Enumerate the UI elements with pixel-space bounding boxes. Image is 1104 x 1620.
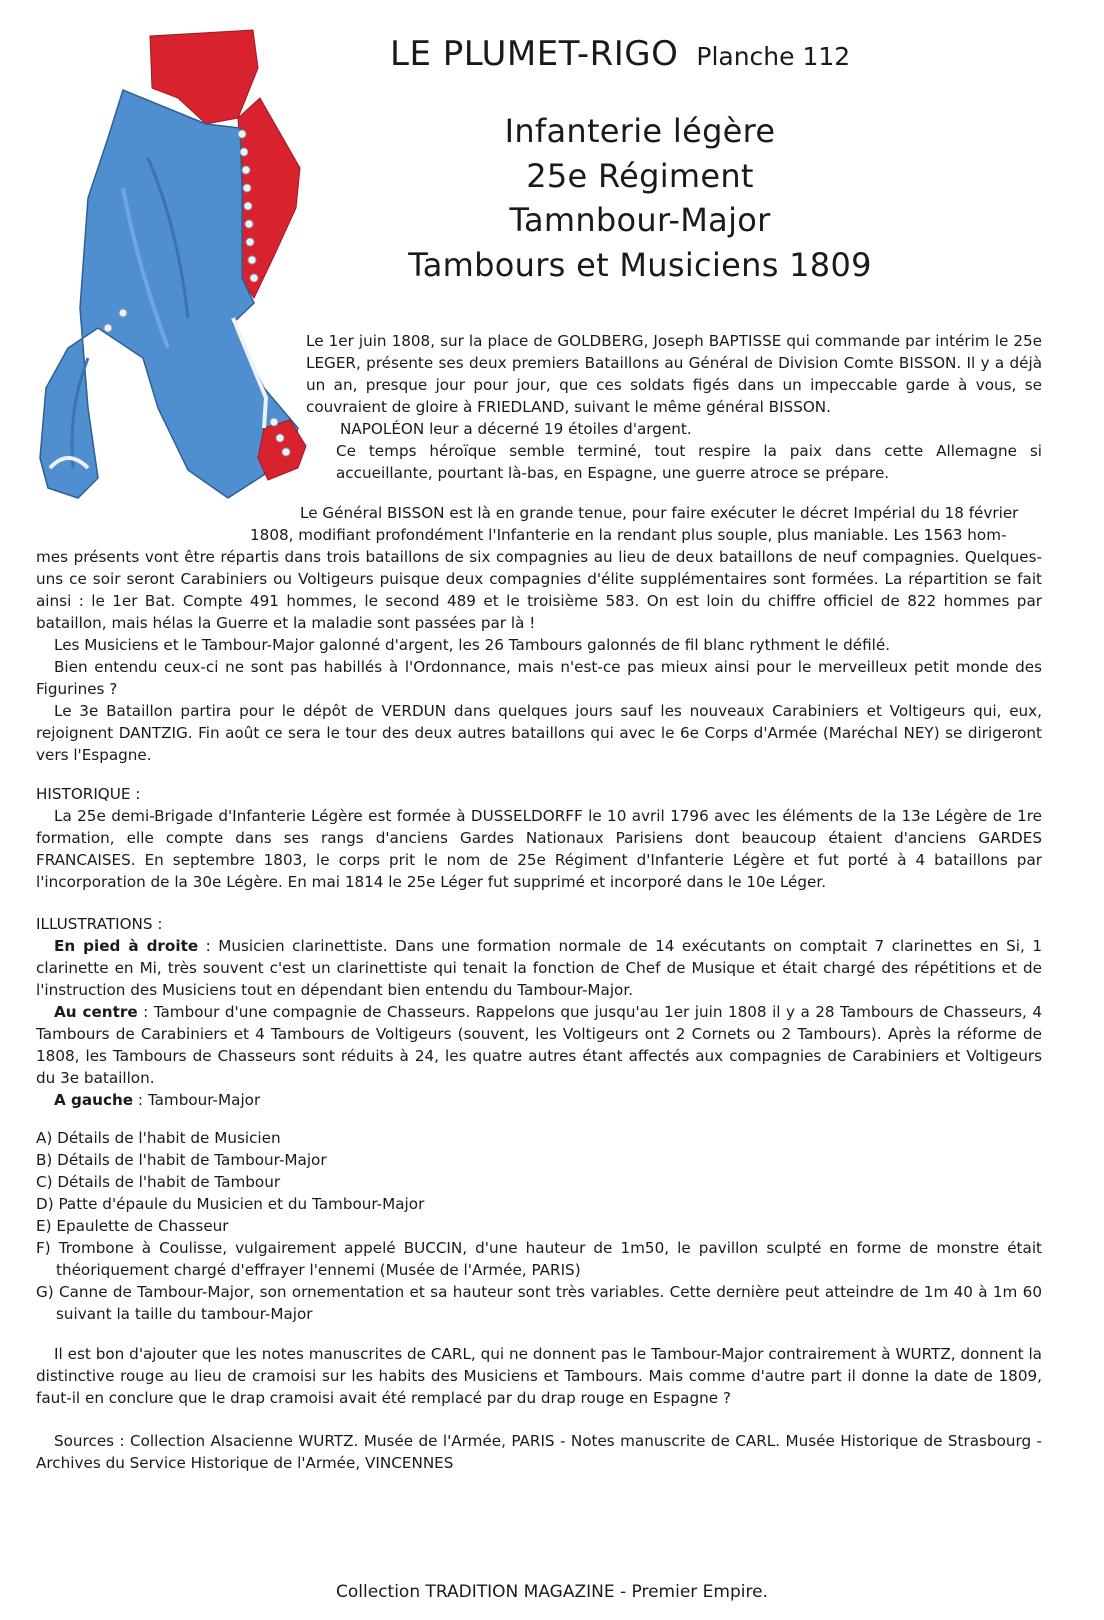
header-planche: Planche 112 <box>696 42 851 71</box>
title-line-3: Tamnbour-Major <box>509 201 771 239</box>
detail-item-b: B) Détails de l'habit de Tambour-Major <box>36 1151 327 1169</box>
illustration-right <box>36 935 1042 1001</box>
note-paragraph: Il est bon d'ajouter que les notes manuscrites de CARL, qui ne donnent pas le Tambour-Major contrairement à WURTZ, donnent la distinctive rouge au lieu de cramoisi sur les habits des Musiciens et Tambours. Mais comme d'autre part il donne la date de 1809, faut-il en conclure que le drap cramoisi avait été remplacé par du drap rouge en Espagne ? <box>36 1345 1042 1407</box>
body-paragraph-1-rest: mes présents vont être répartis dans trois bataillons de six compagnies au lieu de deux bataillons de neuf compagnies. Quelques-uns ce soir seront Carabiniers ou Voltigeurs puisque deux compagnies d'élite supplémentaires sont formées. La répartition se fait ainsi : le 1er Bat. Compte 491 hommes, le second 489 et le troisième 583. On est loin du chiffre officiel de 822 hommes par bataillon, mais hélas la Guerre et la maladie sont passées par là ! <box>36 548 1042 632</box>
sources-section <box>36 1430 1042 1474</box>
historique-heading: HISTORIQUE : <box>36 785 141 803</box>
illustration-right-text: : Musicien clarinettiste. Dans une formation normale de 14 exécutants on comptait 7 clarinettes en Si, 1 clarinette en Mi, très souvent c'est un clarinettiste qui tenait la fonction de Chef de Musique et était chargé des répétitions et de l'instruction des Musiciens tout en dépendant bien entendu du Tambour-Major. <box>36 937 1042 999</box>
body-paragraph-2: Les Musiciens et le Tambour-Major galonné d'argent, les 26 Tambours galonnés de fil blanc rythment le défilé. <box>54 636 891 654</box>
detail-item-a: A) Détails de l'habit de Musicien <box>36 1129 281 1147</box>
title-line-2: 25e Régiment <box>526 157 754 195</box>
body-paragraph-4: Le 3e Bataillon partira pour le dépôt de VERDUN dans quelques jours sauf les nouveaux Carabiniers et Voltigeurs qui, eux, rejoignent DANTZIG. Fin août ce sera le tour des deux autres bataillons qui avec le 6e Corps d'Armée (Maréchal NEY) se dirigeront vers l'Espagne. <box>36 702 1042 764</box>
body-line-1: Le Général BISSON est là en grande tenue, pour faire exécuter le décret Impérial du 18 février <box>300 504 1019 522</box>
footer: Collection TRADITION MAGAZINE - Premier Empire. <box>336 1582 768 1602</box>
detail-item-e: E) Epaulette de Chasseur <box>36 1217 229 1235</box>
body-section <box>36 546 1042 766</box>
intro-paragraph-1: Le 1er juin 1808, sur la place de GOLDBERG, Joseph BAPTISSE qui commande par intérim le 25e LEGER, présente ses deux premiers Bataillons au Général de Division Comte BISSON. Il y a déjà un an, presque jour pour jour, que ces soldats figés dans un impeccable garde à vous, se couvraient de gloire à FRIEDLAND, suivant le même général BISSON. <box>306 332 1042 416</box>
intro-paragraph-2: NAPOLÉON leur a décerné 19 étoiles d'argent. <box>340 420 692 438</box>
illustration-left <box>36 1089 1042 1111</box>
detail-item-g: G) Canne de Tambour-Major, son ornementation et sa hauteur sont très variables. Cette dernière peut atteindre de 1m 40 à 1m 60 suivant la taille du tambour-Major <box>36 1283 1042 1323</box>
title-line-1: Infanterie légère <box>504 112 776 150</box>
illustration-center <box>36 1001 1042 1089</box>
illustration-center-text: : Tambour d'une compagnie de Chasseurs. Rappelons que jusqu'au 1er juin 1808 il y a 28 Tambours de Chasseurs, 4 Tambours de Carabiniers et 4 Tambours de Voltigeurs (souvent, les Voltigeurs ont 2 Cornets ou 2 Tambours). Après la réforme de 1808, les Tambours de Chasseurs sont réduits à 24, les quatre autres étant affectés aux compagnies de Carabiniers et Voltigeurs du 3e bataillon. <box>36 1003 1042 1087</box>
illustrations-heading: ILLUSTRATIONS : <box>36 915 163 933</box>
detail-item-d: D) Patte d'épaule du Musicien et du Tambour-Major <box>36 1195 425 1213</box>
illustration-left-label: A gauche <box>54 1091 134 1109</box>
historique-section <box>36 783 1042 893</box>
illustration-center-label: Au centre <box>54 1003 138 1021</box>
note-section <box>36 1343 1042 1409</box>
detail-item-f: F) Trombone à Coulisse, vulgairement appelé BUCCIN, d'une hauteur de 1m50, le pavillon sculpté en forme de monstre était théoriquement chargé d'effrayer l'ennemi (Musée de l'Armée, PARIS) <box>36 1239 1042 1279</box>
historique-text: La 25e demi-Brigade d'Infanterie Légère est formée à DUSSELDORFF le 10 avril 1796 avec les éléments de la 13e Légère de 1re formation, elle compte dans ses rangs d'anciens Gardes Nationaux Parisiens dont beaucoup étaient d'anciens GARDES FRANCAISES. En septembre 1803, le corps prit le nom de 25e Régiment d'Infanterie Légère et fut porté à 4 bataillons par l'incorporation de la 30e Légère. En mai 1814 le 25e Léger fut supprimé et incorporé dans le 10e Léger. <box>36 807 1042 891</box>
header-title: LE PLUMET-RIGO <box>390 34 679 74</box>
sources-paragraph: Sources : Collection Alsacienne WURTZ. Musée de l'Armée, PARIS - Notes manuscrite de CARL. Musée Historique de Strasbourg - Archives du Service Historique de l'Armée, VINCENNES <box>36 1432 1042 1472</box>
details-list <box>36 1127 1042 1325</box>
illustration-right-label: En pied à droite <box>54 937 199 955</box>
intro-paragraph-3: Ce temps héroïque semble terminé, tout respire la paix dans cette Allemagne si accueillante, pourtant là-bas, en Espagne, une guerre atroce se prépare. <box>336 442 1042 482</box>
illustration-left-text: : Tambour-Major <box>133 1091 261 1109</box>
title-line-4: Tambours et Musiciens 1809 <box>408 246 872 284</box>
detail-item-c: C) Détails de l'habit de Tambour <box>36 1173 281 1191</box>
body-line-2: 1808, modifiant profondément l'Infanterie en la rendant plus souple, plus maniable. Les 1563 hom- <box>250 526 1007 544</box>
body-paragraph-3: Bien entendu ceux-ci ne sont pas habillés à l'Ordonnance, mais n'est-ce pas mieux ainsi pour le merveilleux petit monde des Figurines ? <box>36 658 1042 698</box>
illustrations-section <box>36 913 1042 1111</box>
red-lapel <box>238 98 300 298</box>
header <box>390 34 950 74</box>
coat-sleeve-illustration <box>28 28 320 508</box>
intro-section <box>306 330 1042 418</box>
